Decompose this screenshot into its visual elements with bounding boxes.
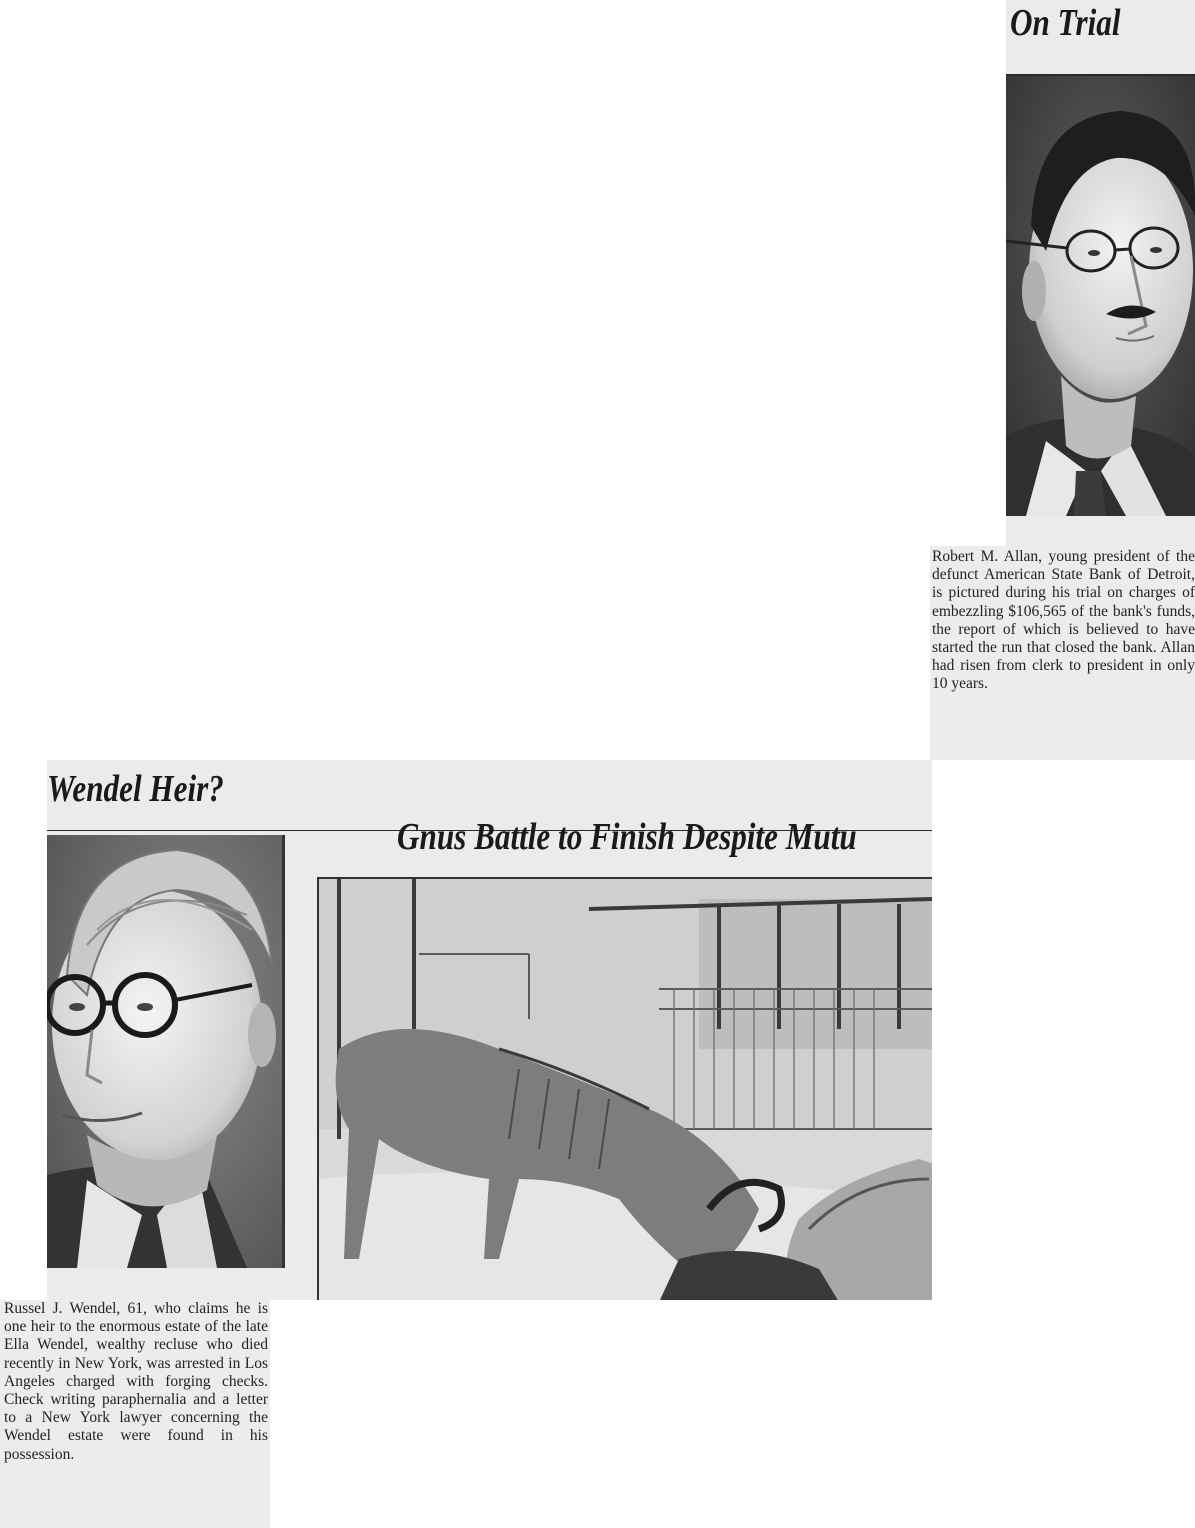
wendel-heading: Wendel Heir? [47,768,224,810]
gnus-battle-image [319,879,932,1300]
on-trial-caption [930,546,1195,760]
wendel-caption-text: Russel J. Wendel, 61, who claims he is one heir to the enormous estate of the late Ella Wendel, wealthy recluse who died recently in New York, was arrested in Los Angeles charged with forging checks. Check writing paraphernalia and a letter to a New York lawyer concerning the Wendel estate were found in his possession. [4,1300,268,1463]
wendel-portrait-image [47,835,282,1268]
wendel-portrait-photo [47,835,285,1268]
on-trial-heading: On Trial [1010,2,1121,44]
gnus-heading: Gnus Battle to Finish Despite Mutu [397,816,857,858]
allan-portrait-image [1006,76,1195,516]
gnus-battle-photo [317,877,932,1300]
wendel-caption [0,1300,270,1528]
on-trial-caption-text: Robert M. Allan, young president of the defunct American State Bank of Detroit, is pictured during his trial on charges of embezzling $106,565 of the bank's funds, the report of which is believed to have started the run that closed the bank. Allan had risen from clerk to president in only 10 years. [932,548,1195,693]
wendel-gnus-clipping [47,760,932,1300]
allan-portrait-photo [1006,76,1195,516]
on-trial-clipping [1006,0,1195,548]
